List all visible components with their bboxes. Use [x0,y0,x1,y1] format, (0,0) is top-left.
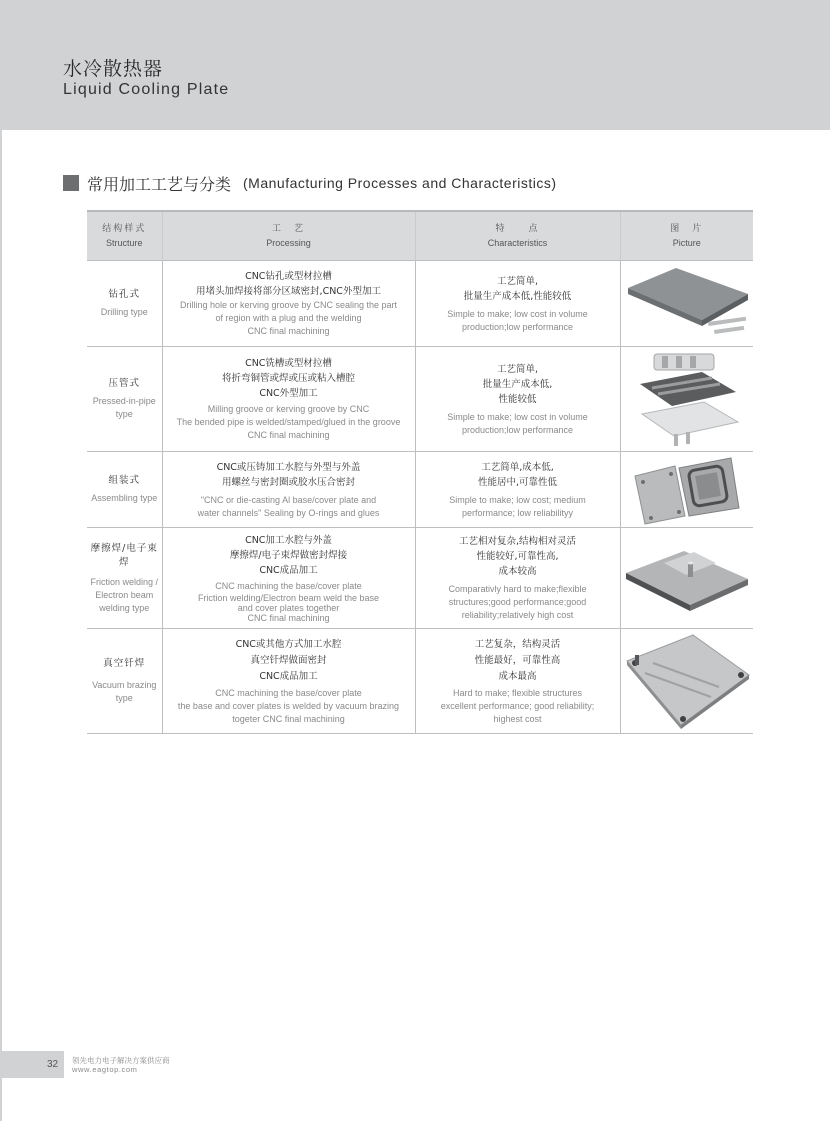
processing-cell: CNC铣槽或型材拉槽 将折弯铜管或焊或压或粘入槽腔 CNC外型加工 Milling groove or kerving groove by CNC The bended pipe is welded/stamped/glued in the groove CNC final machining [162,347,415,452]
structure-cell: 摩擦焊/电子束焊 Friction welding / Electron beam welding type [87,528,162,629]
structure-cell: 真空钎焊 Vacuum brazing type [87,629,162,734]
drilled-cooling-plate-photo [624,264,750,344]
picture-cell [620,629,753,734]
header-picture: 图 片 Picture [620,211,753,261]
structure-cell: 钻孔式 Drilling type [87,261,162,347]
table-row [87,528,753,629]
table-row [87,452,753,528]
processing-cell: CNC加工水腔与外盖 摩擦焊/电子束焊做密封焊接 CNC成品加工 CNC machining the base/cover plate Friction welding/Electron beam weld the base and cover plates together CNC final machining [162,528,415,629]
footer-url: www.eagtop.com [72,1065,138,1074]
characteristics-cell: 工艺相对复杂,结构相对灵活 性能较好,可靠性高, 成本较高 Comparativly hard to make;flexible structures;good performance;good reliability;relatively high cost [415,528,620,629]
characteristics-cell: 工艺复杂，结构灵活 性能最好，可靠性高 成本最高 Hard to make; flexible structures excellent performance; good reliability; highest cost [415,629,620,734]
section-title-cn: 常用加工工艺与分类 [87,174,232,194]
footer-company: 领先电力电子解决方案供应商 [72,1056,170,1065]
processing-cell: CNC钻孔或型材拉槽 用堵头加焊接将部分区域密封,CNC外型加工 Drilling hole or kerving groove by CNC sealing the part of region with a plug and the welding CNC final machining [162,261,415,347]
characteristics-cell: 工艺简单, 批量生产成本低, 性能较低 Simple to make; low cost in volume production;low performance [415,347,620,452]
table-row [87,347,753,452]
header-structure: 结构样式 Structure [87,211,162,261]
table-row [87,629,753,734]
processing-cell: CNC或压铸加工水腔与外型与外盖 用螺丝与密封圈或胶水压合密封 "CNC or die-casting Al base/cover plate and water channels" Sealing by O-rings and glues [162,452,415,528]
assembled-cooling-plate-photo [631,454,743,526]
section-title-en: (Manufacturing Processes and Characteristics) [243,175,557,191]
processing-cell: CNC或其他方式加工水腔 真空钎焊做面密封 CNC成品加工 CNC machining the base/cover plate the base and cover plates is welded by vacuum brazing togeter CNC final machining [162,629,415,734]
process-table [87,210,753,734]
page-title-en: Liquid Cooling Plate [63,81,230,98]
header-characteristics: 特 点 Characteristics [415,211,620,261]
left-margin-rule [0,130,2,1121]
table-row [87,261,753,347]
section-heading [63,172,557,194]
picture-cell [620,347,753,452]
pressed-pipe-cooling-plate-photo [632,350,742,448]
page-number: 32 [47,1059,59,1070]
table-header-row [87,211,753,261]
picture-cell [620,528,753,629]
vacuum-brazed-cooling-plate-photo [623,633,751,729]
characteristics-cell: 工艺简单, 批量生产成本低,性能较低 Simple to make; low cost in volume production;low performance [415,261,620,347]
picture-cell [620,452,753,528]
friction-welded-cooling-plate-photo [624,543,750,613]
picture-cell [620,261,753,347]
header-processing: 工 艺 Processing [162,211,415,261]
characteristics-cell: 工艺简单,成本低, 性能居中,可靠性低 Simple to make; low cost; medium performance; low reliabilityy [415,452,620,528]
page-title-cn: 水冷散热器 [63,58,164,80]
structure-cell: 组装式 Assembling type [87,452,162,528]
section-square-icon [63,175,79,191]
structure-cell: 压管式 Pressed-in-pipe type [87,347,162,452]
